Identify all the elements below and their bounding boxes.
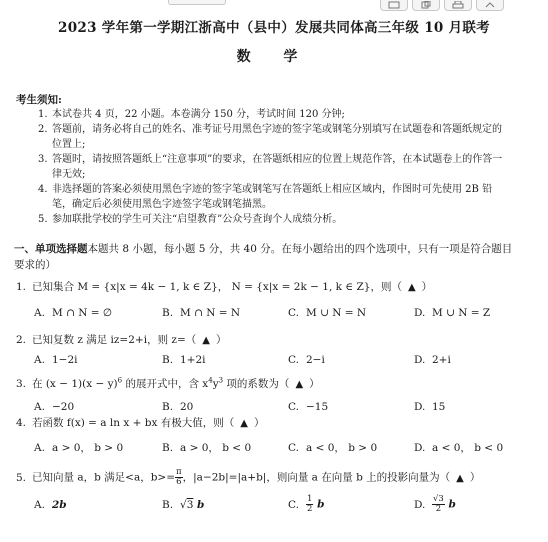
- notice-item-text: 本试卷共 4 页，22 小题。本卷满分 150 分，考试时间 120 分钟;: [52, 109, 345, 120]
- fraction: $\frac{1}{2}$: [307, 494, 313, 514]
- notice-item: [38, 122, 510, 152]
- layout-icon[interactable]: [380, 0, 408, 11]
- notice-item-text: 非选择题的答案必须使用黑色字迹的签字笔或钢笔写在答题纸上相应区域内，作图时可先使用 2B 铅笔，确定后必须使用黑色字迹签字笔或钢笔描黑。: [52, 184, 493, 211]
- notice-item-number: 4.: [38, 184, 48, 195]
- question-stem: 3. 在 $(x - 1)(x - y)^6$ 的展开式中，含 $x^4y^3$ 项的系数为（ ▲ ）: [16, 376, 320, 390]
- option: A. a > 0， b > 0: [34, 442, 124, 454]
- subject-title: 数 学: [236, 49, 312, 65]
- viewer-toolbar-tab[interactable]: [168, 0, 226, 5]
- question-stem: 4. 若函数 f(x) = a ln x + bx 有极大值，则（ ▲ ）: [16, 417, 265, 429]
- option: A. 1−2i: [34, 354, 78, 366]
- fraction: $\frac{√3}{2}$: [433, 494, 444, 514]
- notice-item: [38, 212, 510, 227]
- fraction: $\frac{\pi}{6}$: [176, 467, 182, 487]
- section-text: 本题共 8 小题，每小题 5 分，共 40 分。在每小题给出的四个选项中，只有一项是符合题目要求的）: [14, 243, 513, 271]
- question-stem: 5. 已知向量 a，b 满足<a，b>= $\frac{\pi}{6}$ ，|a−2b|=|a+b|，则向量 a 在向量 b 上的投影向量为（ ▲ ）: [16, 467, 481, 487]
- section-instructions: [14, 241, 514, 273]
- notice-item-number: 1.: [38, 109, 48, 120]
- option: C. $\frac{1}{2}$ b: [288, 494, 325, 514]
- question-stem: 1. 已知集合 M = {x|x = 4k − 1, k ∈ Z}， N = {x|x = 2k − 1, k ∈ Z}，则（ ▲ ）: [16, 281, 433, 293]
- copy-icon[interactable]: [412, 0, 440, 11]
- answer-blank-icon: ▲: [407, 282, 416, 293]
- answer-blank-icon: ▲: [456, 472, 464, 484]
- print-icon[interactable]: [444, 0, 472, 11]
- option: C. −15: [288, 401, 329, 413]
- notice-item-text: 答题前，请务必将自己的姓名、准考证号用黑色字迹的签字笔或钢笔分别填写在试题卷和答题纸规定的位置上;: [52, 124, 502, 151]
- question-stem: 2. 已知复数 z 满足 iz=2+i，则 z=（ ▲ ）: [16, 334, 227, 346]
- option: D. $\frac{√3}{2}$ b: [414, 494, 456, 514]
- option: A. −20: [34, 401, 75, 413]
- option: B. 1+2i: [162, 354, 206, 366]
- notice-item: [38, 182, 510, 212]
- notice-item-text: 答题时，请按照答题纸上“注意事项”的要求，在答题纸相应的位置上规范作答，在本试题卷上的作答一律无效;: [52, 154, 503, 181]
- answer-blank-icon: ▲: [295, 379, 304, 390]
- section-heading: 一、单项选择题: [14, 243, 88, 255]
- notice-item: [38, 107, 510, 122]
- option: C. a < 0， b > 0: [288, 442, 378, 454]
- option: A. M ∩ N = ∅: [34, 307, 113, 319]
- answer-blank-icon: ▲: [240, 418, 248, 429]
- option: C. 2−i: [288, 354, 325, 366]
- option: D. a < 0， b < 0: [414, 442, 504, 454]
- option: D. M ∪ N = Z: [414, 307, 491, 319]
- notice-item-text: 参加联批学校的学生可关注“启望教育”公众号查询个人成绩分析。: [52, 214, 343, 225]
- option: D. 15: [414, 401, 446, 413]
- share-icon[interactable]: [476, 0, 504, 11]
- option: B. 20: [162, 401, 194, 413]
- option: B. √3 b: [162, 499, 205, 511]
- option: D. 2+i: [414, 354, 451, 366]
- option: B. M ∩ N = N: [162, 307, 241, 319]
- exam-title: 2023 学年第一学期江浙高中（县中）发展共同体高三年级 10 月联考: [58, 20, 490, 36]
- option: A. 2b: [34, 499, 67, 511]
- notice-item-number: 2.: [38, 124, 48, 135]
- notice-item-number: 3.: [38, 154, 48, 165]
- option: C. M ∪ N = N: [288, 307, 367, 319]
- option: B. a > 0， b < 0: [162, 442, 252, 454]
- notice-heading: 考生须知:: [16, 94, 62, 106]
- viewer-toolbar: [380, 0, 504, 12]
- notice-item: [38, 152, 510, 182]
- answer-blank-icon: ▲: [202, 335, 210, 346]
- notice-item-number: 5.: [38, 214, 48, 225]
